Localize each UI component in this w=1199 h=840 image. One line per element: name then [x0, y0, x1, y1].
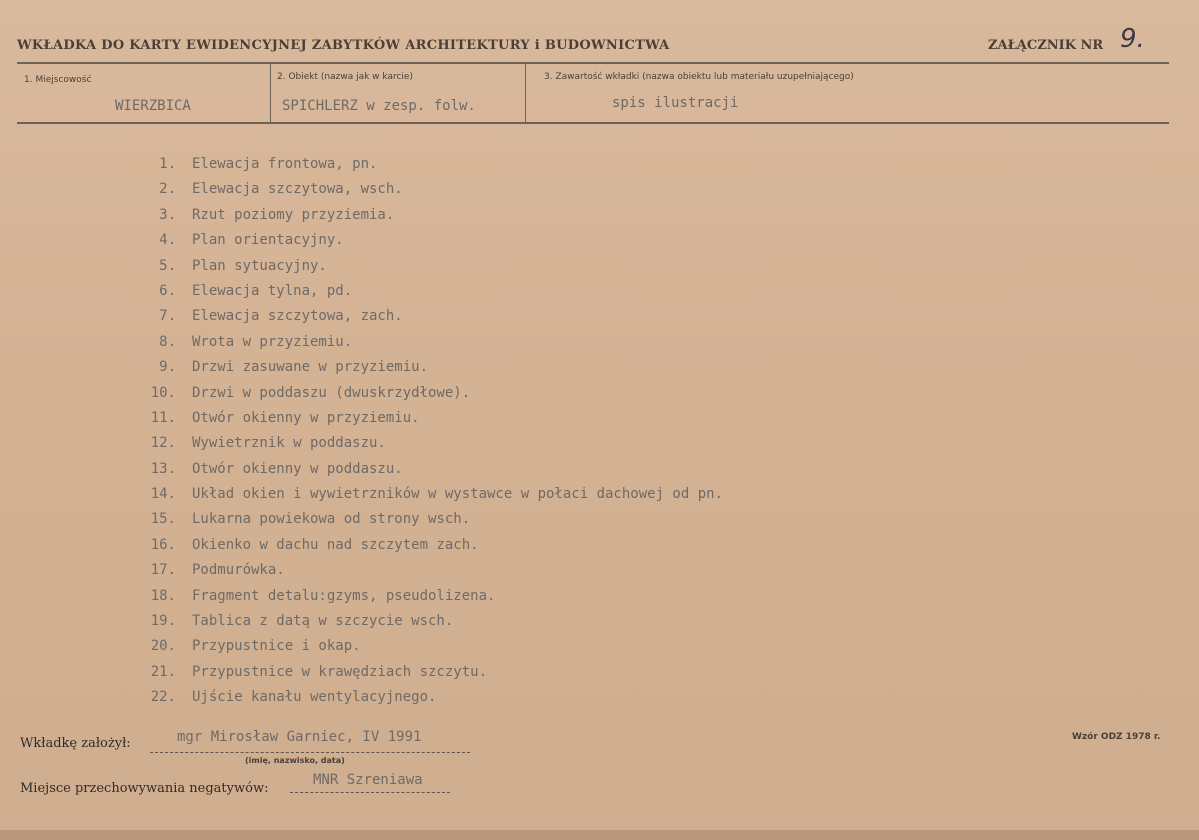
list-item-text: Plan sytuacyjny.	[192, 257, 327, 274]
list-item	[140, 355, 723, 380]
list-item-text: Wywietrznik w poddaszu.	[192, 435, 386, 452]
list-item	[140, 507, 723, 532]
annex-label: ZAŁĄCZNIK NR	[988, 38, 1104, 53]
list-item-text: Tablica z datą w szczycie wsch.	[192, 613, 454, 630]
list-item-number: 4.	[159, 232, 176, 249]
list-item-number: 1.	[159, 156, 176, 172]
list-item-number: 16.	[150, 536, 176, 553]
field-divider-1	[270, 64, 271, 122]
list-item-number: 15.	[150, 511, 176, 528]
list-item	[140, 152, 723, 177]
list-item-text: Elewacja szczytowa, wsch.	[192, 181, 403, 198]
list-item-number: 20.	[150, 638, 176, 655]
contents-label: 3. Zawartość wkładki (nazwa obiektu lub materiału uzupełniającego)	[544, 72, 854, 82]
list-item-number: 2.	[159, 181, 176, 198]
list-item-number: 11.	[150, 409, 176, 426]
list-item	[140, 660, 723, 685]
list-item-text: Wrota w przyziemiu.	[192, 333, 353, 350]
list-item	[140, 634, 723, 659]
list-item	[140, 406, 723, 431]
founded-line	[150, 752, 470, 753]
header-bottom-rule	[17, 122, 1169, 124]
locality-value: WIERZBICA	[115, 98, 191, 114]
list-item-number: 10.	[150, 384, 176, 401]
founded-value: mgr Mirosław Garniec, IV 1991	[177, 729, 422, 745]
header-top-rule	[17, 62, 1169, 64]
list-item	[140, 533, 723, 558]
list-item-number: 9.	[159, 359, 176, 376]
list-item-text: Drzwi w poddaszu (dwuskrzydłowe).	[192, 384, 471, 401]
list-item-text: Elewacja frontowa, pn.	[192, 156, 378, 172]
list-item	[140, 457, 723, 482]
list-item	[140, 431, 723, 456]
storage-line	[290, 792, 450, 793]
object-value: SPICHLERZ w zesp. folw.	[282, 98, 476, 114]
list-item	[140, 228, 723, 253]
list-item-number: 12.	[150, 435, 176, 452]
list-item-number: 14.	[150, 486, 176, 503]
list-item-text: Drzwi zasuwane w przyziemiu.	[192, 359, 429, 376]
list-item-text: Elewacja tylna, pd.	[192, 282, 353, 299]
card-edge	[0, 830, 1199, 840]
list-item	[140, 685, 723, 710]
list-item-number: 6.	[159, 282, 176, 299]
storage-value: MNR Szreniawa	[313, 772, 423, 788]
founded-hint: (imię, nazwisko, data)	[245, 756, 345, 765]
list-item-text: Układ okien i wywietrzników w wystawce w połaci dachowej od pn.	[192, 486, 724, 503]
list-item-text: Fragment detalu:gzyms, pseudolizena.	[192, 587, 496, 604]
list-item	[140, 609, 723, 634]
list-item	[140, 254, 723, 279]
list-item-text: Otwór okienny w przyziemiu.	[192, 409, 420, 426]
list-item-text: Przypustnice w krawędziach szczytu.	[192, 663, 488, 680]
storage-label: Miejsce przechowywania negatywów:	[20, 781, 269, 796]
template-label: Wzór ODZ 1978 r.	[1072, 732, 1161, 742]
list-item-number: 5.	[159, 257, 176, 274]
list-item-number: 21.	[150, 663, 176, 680]
list-item-number: 7.	[159, 308, 176, 325]
list-item-number: 3.	[159, 206, 176, 223]
locality-label: 1. Miejscowość	[24, 75, 92, 85]
list-item-number: 8.	[159, 333, 176, 350]
object-label: 2. Obiekt (nazwa jak w karcie)	[277, 72, 413, 82]
contents-value: spis ilustracji	[612, 95, 739, 111]
illustration-list	[140, 152, 723, 711]
list-item-text: Przypustnice i okap.	[192, 638, 361, 655]
list-item	[140, 584, 723, 609]
list-item	[140, 482, 723, 507]
card-title: WKŁADKA DO KARTY EWIDENCYJNEJ ZABYTKÓW ARCHITEKTURY i BUDOWNICTWA	[17, 38, 670, 53]
annex-number: 9.	[1120, 24, 1145, 54]
list-item-number: 17.	[150, 562, 176, 579]
field-divider-2	[525, 64, 526, 122]
list-item	[140, 279, 723, 304]
list-item-text: Lukarna powiekowa od strony wsch.	[192, 511, 471, 528]
list-item	[140, 304, 723, 329]
list-item-text: Podmurówka.	[192, 562, 285, 579]
list-item	[140, 177, 723, 202]
list-item-number: 19.	[150, 613, 176, 630]
list-item	[140, 203, 723, 228]
list-item-number: 18.	[150, 587, 176, 604]
list-item	[140, 381, 723, 406]
founded-label: Wkładkę założył:	[20, 736, 131, 751]
list-item-text: Ujście kanału wentylacyjnego.	[192, 689, 437, 706]
list-item	[140, 330, 723, 355]
list-item-text: Elewacja szczytowa, zach.	[192, 308, 403, 325]
list-item-number: 22.	[150, 689, 176, 706]
list-item-text: Otwór okienny w poddaszu.	[192, 460, 403, 477]
list-item-text: Plan orientacyjny.	[192, 232, 344, 249]
list-item-text: Rzut poziomy przyziemia.	[192, 206, 395, 223]
list-item-number: 13.	[150, 460, 176, 477]
list-item-text: Okienko w dachu nad szczytem zach.	[192, 536, 479, 553]
list-item	[140, 558, 723, 583]
